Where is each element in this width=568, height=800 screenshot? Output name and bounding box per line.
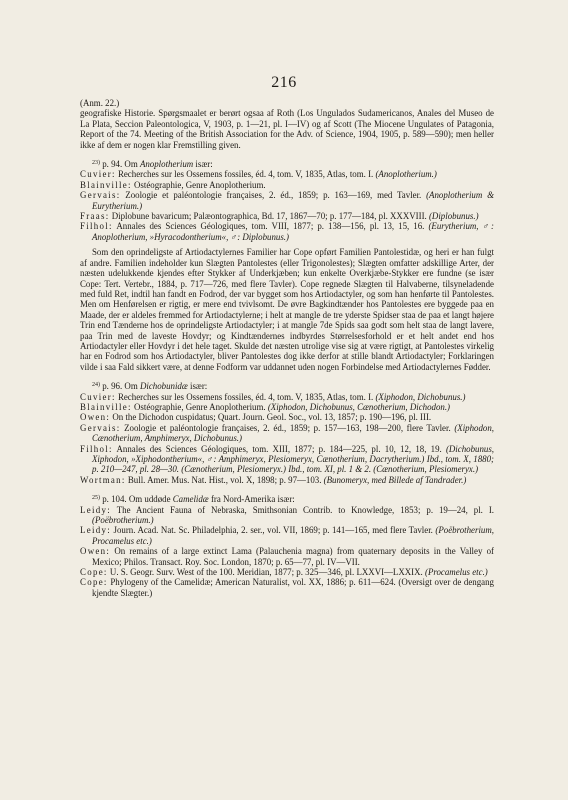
bibliography-entry: Filhol: Annales des Sciences Géologiques, tom. VIII, 1877; p. 138—156, pl. 13, 15, 16. (Eurytherium, ♂: Anoplotherium, »Hyracodontherium«, ♂: Diplobunus.) bbox=[80, 221, 495, 242]
intro-paragraph: geografiske Historie. Spørgsmaalet er berørt ogsaa af Roth (Los Ungulados Sudamericanos, Anales del Museo de La Plata, Seccion Paleontologica, V, 1903, p. 1—21, pl. I—IV) og af Scott (The Miocene Ungulates of Patagonia, Report of the 74. Meeting of the British Association for the Adv. of Science, 1904, 1905, p. 589—590); men heller ikke af dem er nogen klar Fremstilling given. bbox=[80, 108, 494, 150]
note-heading-25: $^{25)}$ p. 104. Om uddøde Camelidæ fra Nord-Amerika især: bbox=[92, 494, 295, 505]
bibliography-entry: Gervais: Zoologie et paléontologie françaises, 2. éd., 1859; p. 157—163, 198—200, flere Tavler. (Xiphodon, Cænotherium, Amphimeryx, Dichobunus.) bbox=[80, 422, 495, 444]
bibliography-entry: Cuvier: Recherches sur les Ossemens fossiles, éd. 4, tom. V, 1835, Atlas, tom. I. (Xiphodon, Dichobunus.) bbox=[80, 391, 466, 402]
bibliography-entry: Blainville: Ostéographie, Genre Anoplotherium. (Xiphodon, Dichobunus, Cænotherium, Dichodon.) bbox=[80, 401, 451, 412]
bibliography-entry: Gervais: Zoologie et paléontologie françaises, 2. éd., 1859; p. 163—169, med Tavler. (Anoplotherium & Eurytherium.) bbox=[80, 190, 494, 211]
note-reference: (Anm. 22.) bbox=[80, 98, 120, 108]
bibliography-entry: Leidy: The Ancient Fauna of Nebraska, Smithsonian Contrib. to Knowledge, 1853; p. 19—24, pl. I. (Poëbrotherium.) bbox=[80, 504, 495, 526]
page-number: 216 bbox=[271, 74, 297, 91]
page-body bbox=[80, 98, 494, 598]
bibliography-entry: Cuvier: Recherches sur les Ossemens fossiles, éd. 4, tom. V, 1835, Atlas, tom. I. (Anoplotherium.) bbox=[80, 169, 437, 180]
bibliography-entry: Blainville: Ostéographie, Genre Anoplotherium. bbox=[80, 179, 266, 190]
bibliography-entry: Leidy: Journ. Acad. Nat. Sc. Philadelphia, 2. ser., vol. VII, 1869; p. 141—165, med flere Tavler. (Poëbrotherium, Procamelus etc.) bbox=[80, 525, 494, 546]
bibliography-entry: Cope: U. S. Geogr. Surv. West of the 100. Meridian, 1877; p. 325—346, pl. LXXVI—LXXIX. (Procamelus etc.) bbox=[80, 567, 488, 578]
bibliography-entry: Wortman: Bull. Amer. Mus. Nat. Hist., vol. X, 1898; p. 97—103. (Bunomeryx, med Billede af Tandrader.) bbox=[80, 474, 467, 485]
bibliography-entry: Filhol: Annales des Sciences Géologiques, tom. XIII, 1877; p. 184—225, pl. 10, 12, 18, 19. (Dichobunus, Xiphodon, »Xiphodontherium«, ♂: Amphimeryx, Plesiomeryx, Cænotherium, Dacrytherium.) Ibd., tom. X, 1880; p. 210—247, pl. 28—30. (Cænotherium, Plesiomeryx.) Ibd., tom. XI, pl. 1 & 2. (Cænotherium, Plesiomeryx.) bbox=[80, 443, 495, 475]
note-heading-24: $^{24)}$ p. 96. Om Dichobunidæ især: bbox=[92, 381, 208, 392]
bibliography-entry: Owen: On remains of a large extinct Lama (Palauchenia magna) from quaternary deposits in the Valley of Mexico; Philos. Transact. Roy. Soc. London, 1870; p. 65—77, pl. IV—VII. bbox=[80, 546, 494, 567]
bibliography-entry: Owen: On the Dichodon cuspidatus; Quart. Journ. Geol. Soc., vol. 13, 1857; p. 190—196, pl. III. bbox=[80, 412, 432, 423]
bibliography-entry: Fraas: Diplobune bavaricum; Palæontographica, Bd. 17, 1867—70; p. 177—184, pl. XXXVIII. (Diplobunus.) bbox=[80, 211, 479, 222]
pantolestidae-paragraph: Som den oprindeligste af Artiodactylernes Familier har Cope opført Familien Pantolestidæ, og heri er han fulgt af andre. Familien indeholder kun Slægten Pantolestes (eller Trigonolestes); Slægten omfatter adskillige Arter, der næsten udelukkende kjendes efter Stykker af Underkjæben; kun enkelte Overkjæbe-Stykker ere fundne (se især Cope: Tert. Vertebr., 1884, p. 717—726, med flere Tavler). Cope regnede Slægten til Halvaberne, tilsyneladende med fuld Ret, indtil han fandt en Fodrod, der var bygget som hos Artiodactyler, og som han henførte til Pantolestes. Men om Henførelsen er rigtig, er mere end tvivlsomt. De øvre Bagkindtænder hos Pantolestes ere byggede paa en Maade, der er aldeles fremmed for Artiodactylerne; i helt at mangle de tre yderste Spidser staa de paa et langt højere Trin end Tænderne hos de oprindeligste Artiodactyler; i at mangle 7de Spids saa godt som helt staa de langt lavere, paa Trin med de laveste Hovdyr; og Kindtændernes indbyrdes Størrelsesforhold er et helt andet end hos Artiodactyler eller Hovdyr i det hele taget. Skulde det næsten utrolige vise sig at være rigtigt, at Pantolestes virkelig har en Fodrod som hos Artiodactyler, bliver Pantolestes dog ikke derfor at stille blandt Artiodactyler; Forklaringen vilde i saa Fald sikkert være, at denne Fodform var uddannet uden nogen Forbindelse med Artiodactylernes Fødder. bbox=[80, 247, 494, 372]
note-heading-23: $^{23)}$ p. 94. Om Anoplotherium især: bbox=[92, 159, 213, 170]
bibliography-entry: Cope: Phylogeny of the Camelidæ; American Naturalist, vol. XX, 1886; p. 611—624. (Oversigt over de dengang kjendte Slægter.) bbox=[80, 577, 494, 598]
